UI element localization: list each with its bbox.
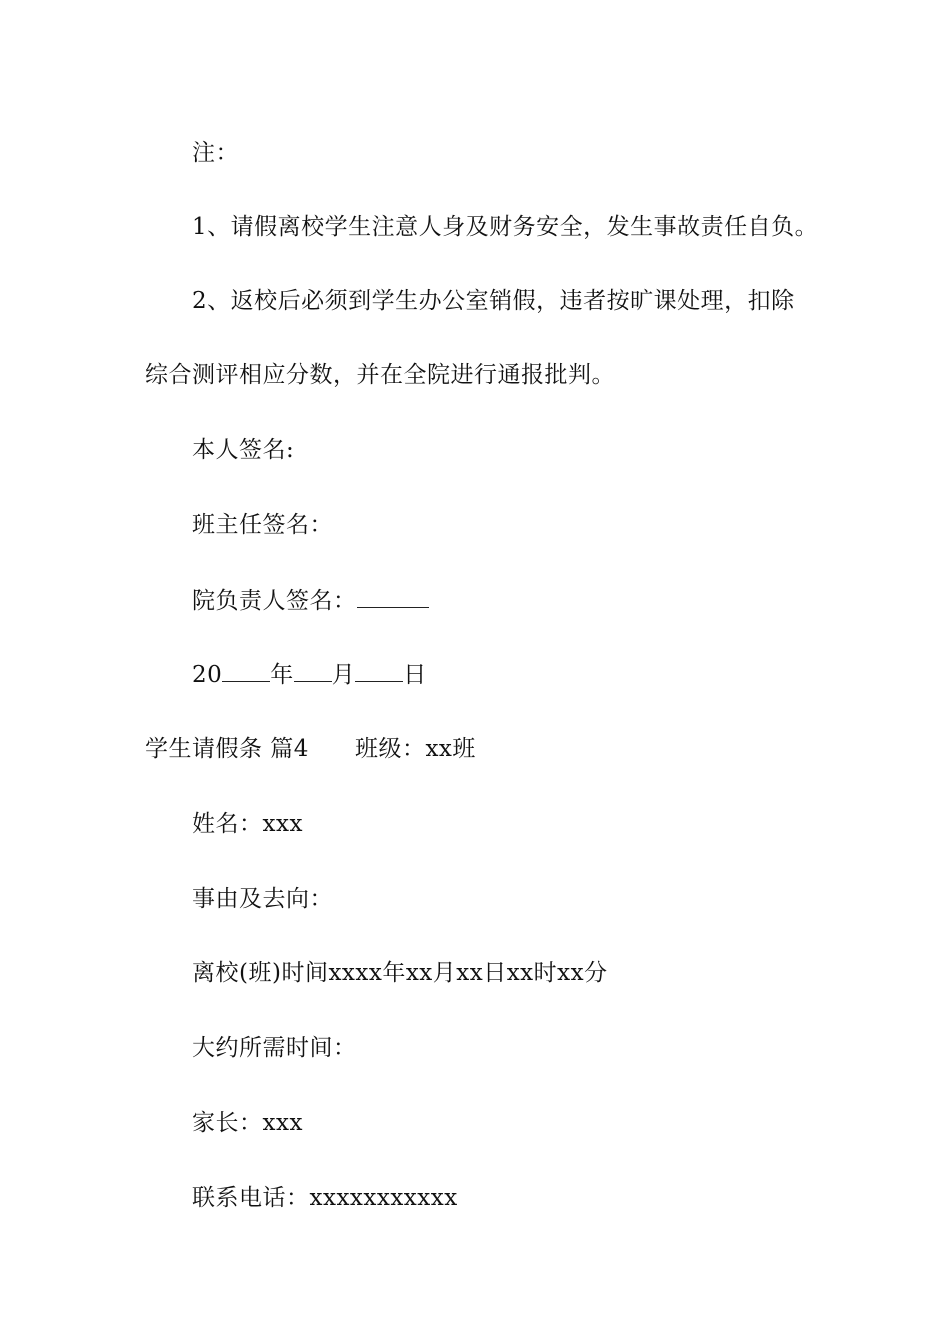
year-blank (222, 659, 270, 682)
class-field: 班级：xx班 (354, 736, 476, 762)
section4-title: 学生请假条 篇4 (145, 736, 309, 762)
date-row (192, 659, 427, 690)
leave-time-field: 离校(班)时间xxxx年xx月xx日xx时xx分 (192, 960, 608, 986)
parent-field: 家长：xxx (192, 1110, 303, 1136)
day-label: 日 (403, 662, 427, 688)
date-prefix: 20 (192, 662, 223, 688)
section4-header (145, 734, 476, 764)
duration-field: 大约所需时间： (192, 1035, 357, 1061)
notes-heading: 注： (192, 140, 239, 166)
name-field: 姓名：xxx (192, 811, 303, 837)
reason-field: 事由及去向： (192, 886, 333, 912)
year-label: 年 (270, 662, 294, 688)
day-blank (355, 659, 403, 682)
note-item-1: 1、请假离校学生注意人身及财务安全，发生事故责任自负。 (192, 214, 819, 240)
month-label: 月 (331, 662, 356, 688)
month-blank (294, 659, 332, 682)
phone-field: 联系电话：xxxxxxxxxxx (192, 1185, 458, 1211)
note-item-2-line-1: 2、返校后必须到学生办公室销假，违者按旷课处理，扣除 (192, 288, 795, 314)
dean-signature-label: 院负责人签名： (192, 588, 357, 614)
dean-signature-blank (357, 585, 429, 608)
self-signature-label: 本人签名: (192, 437, 295, 463)
dean-signature-row (192, 585, 429, 616)
note-item-2-line-2: 综合测评相应分数，并在全院进行通报批判。 (145, 362, 615, 388)
class-teacher-signature-label: 班主任签名： (192, 512, 333, 538)
